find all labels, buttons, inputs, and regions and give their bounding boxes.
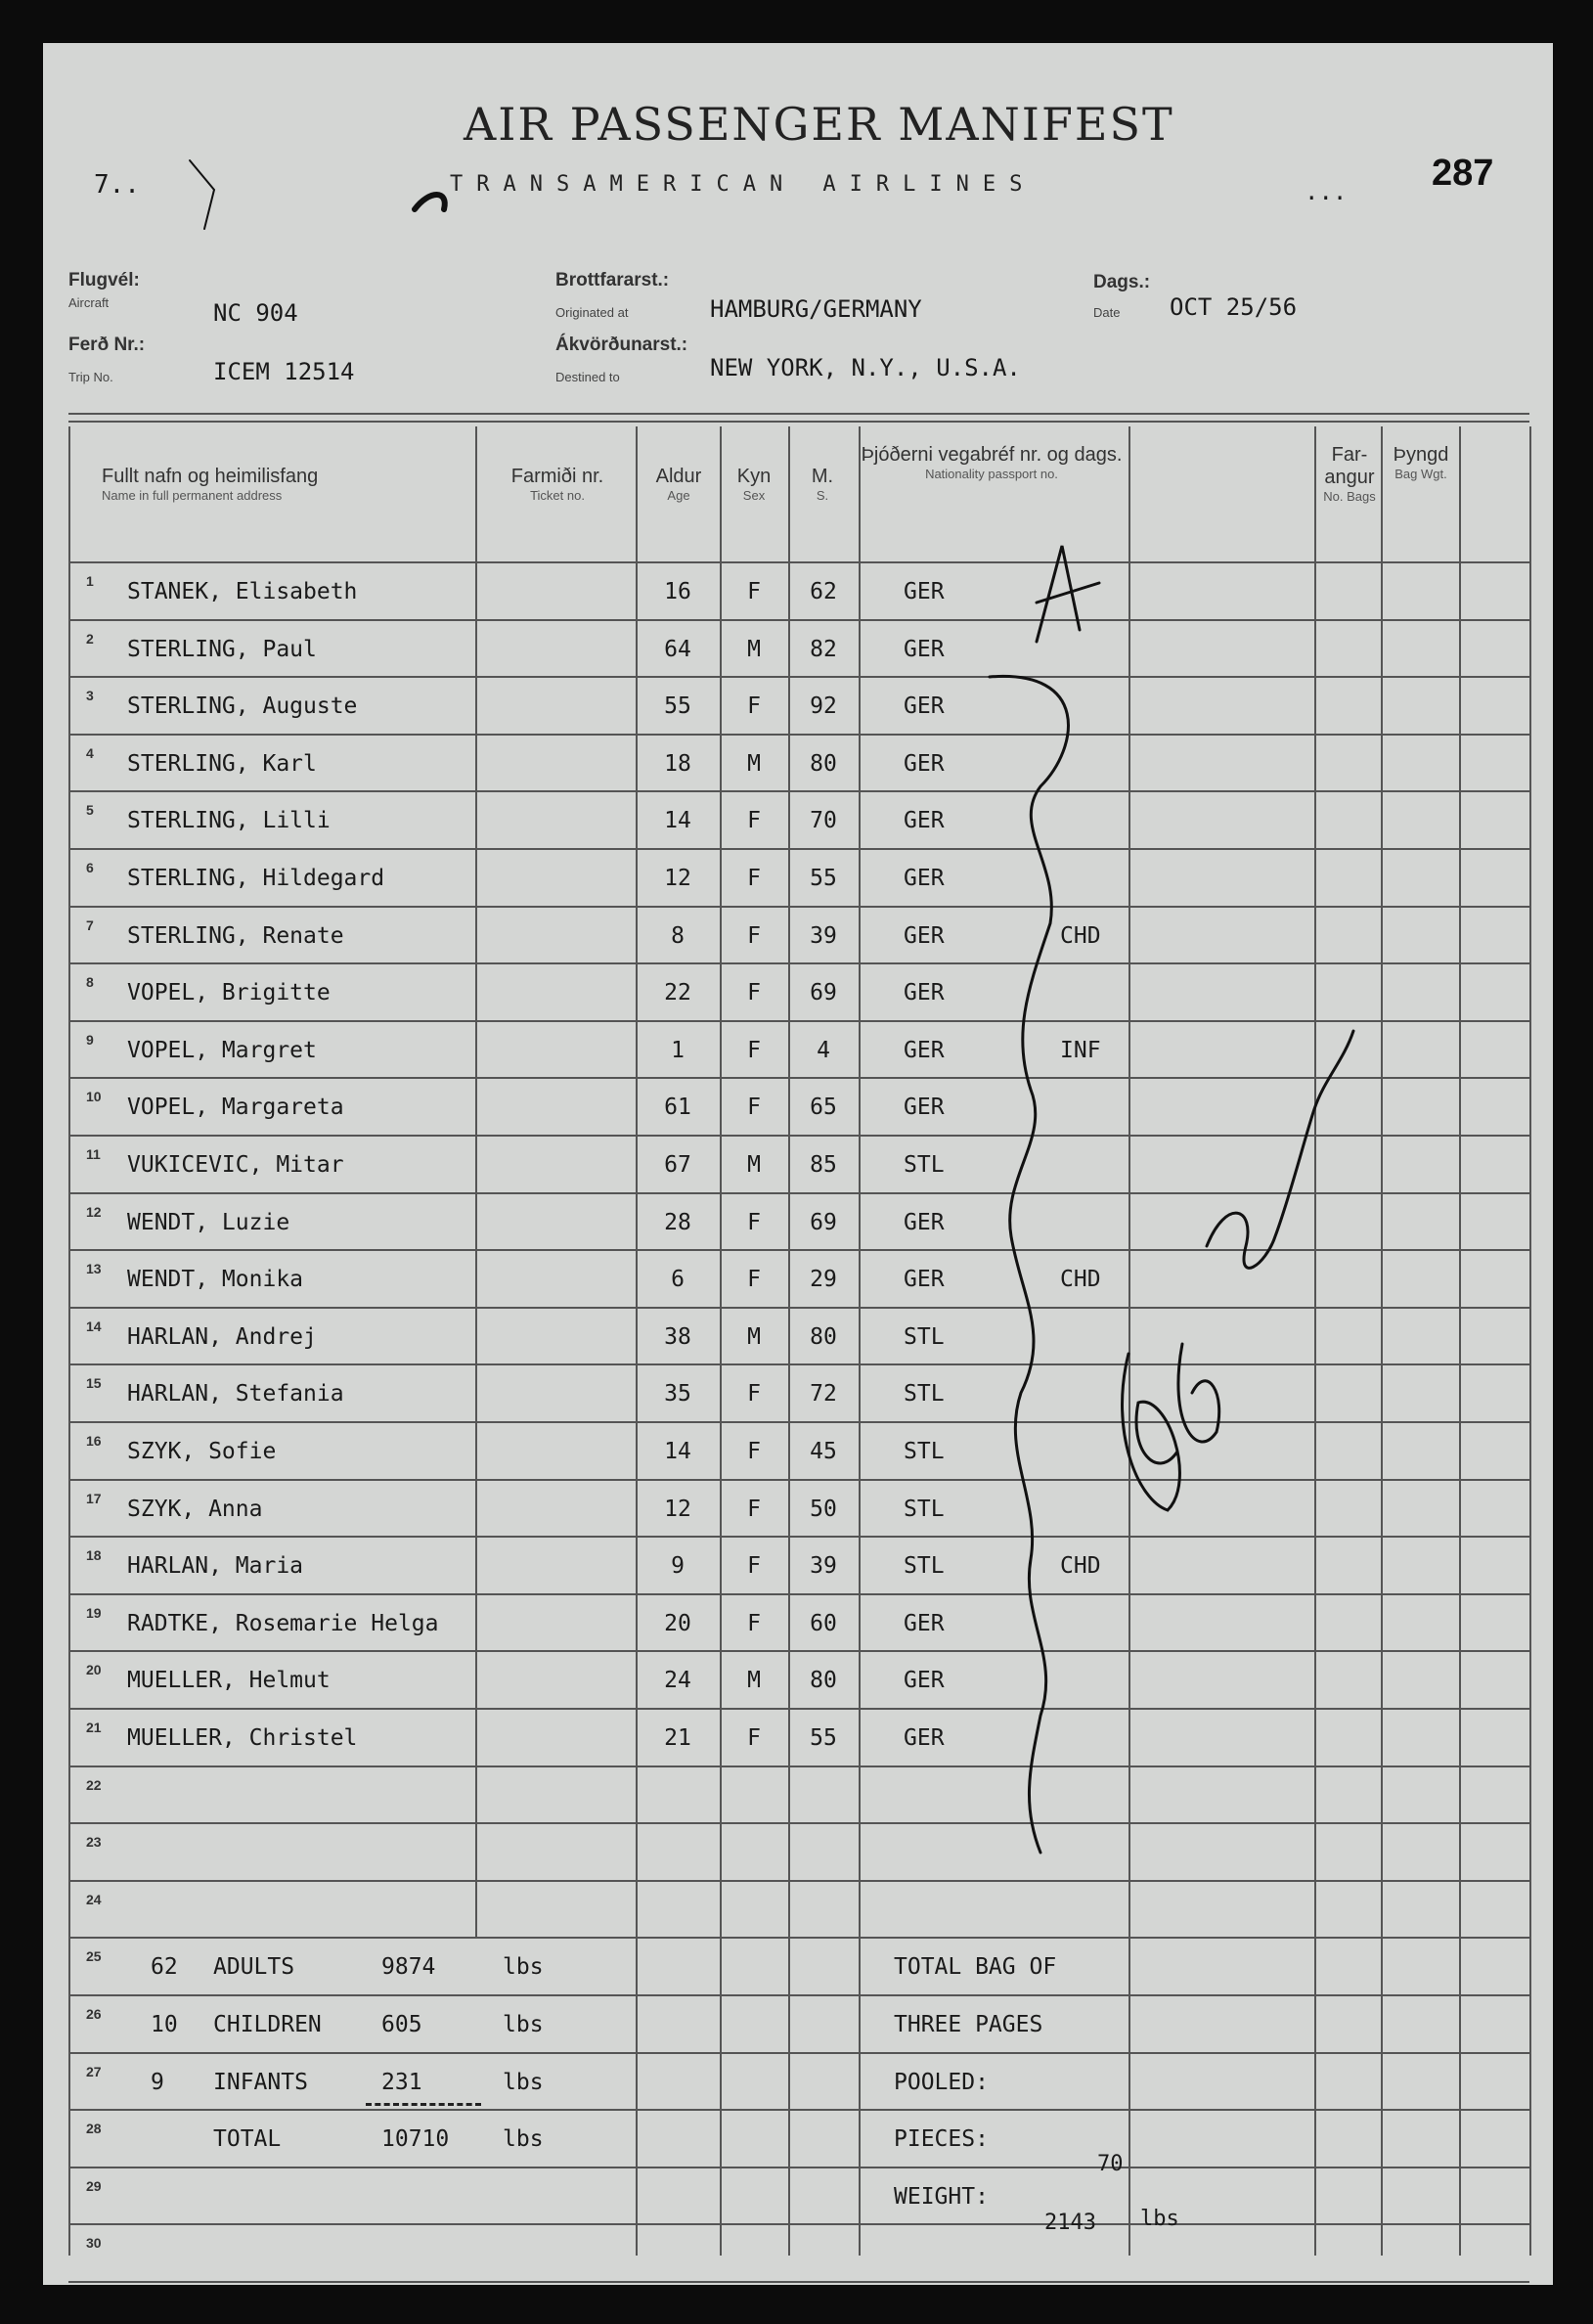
passenger-name: MUELLER, Helmut (127, 1668, 331, 1693)
summary-weight: 10710 (381, 2126, 450, 2152)
passenger-sex: F (747, 1553, 761, 1579)
row-number: 4 (86, 745, 94, 761)
passenger-nationality: GER (904, 980, 945, 1006)
passenger-ms: 85 (810, 1152, 837, 1178)
passenger-name: VOPEL, Margareta (127, 1095, 344, 1120)
summary-unit: lbs (503, 2012, 544, 2037)
dots-mark: ... (1305, 178, 1348, 205)
passenger-sex: F (747, 693, 761, 719)
summary-weight: 9874 (381, 1954, 436, 1980)
row-number: 29 (86, 2178, 102, 2194)
summary-right-text: THREE PAGES (894, 2012, 1043, 2037)
summary-count: 9 (151, 2070, 164, 2095)
passenger-nationality: STL (904, 1553, 945, 1579)
passenger-nationality: GER (904, 1668, 945, 1693)
passenger-sex: F (747, 1439, 761, 1464)
aircraft-value: NC 904 (213, 299, 298, 327)
passenger-name: RADTKE, Rosemarie Helga (127, 1611, 439, 1636)
col-header-name: Fullt nafn og heimilisfang Name in full permanent address (102, 466, 319, 503)
passenger-name: HARLAN, Maria (127, 1553, 304, 1579)
row-number: 24 (86, 1892, 102, 1907)
col-header-weight: Þyngd Bag Wgt. (1393, 444, 1449, 481)
row-number: 8 (86, 974, 94, 990)
row-number: 19 (86, 1605, 102, 1621)
row-number: 3 (86, 688, 94, 703)
passenger-sex: M (747, 1668, 761, 1693)
row-number: 11 (86, 1146, 101, 1162)
summary-label: CHILDREN (213, 2012, 322, 2037)
handwritten-scrawl (1207, 1031, 1353, 1268)
passenger-ms: 92 (810, 693, 837, 719)
passenger-ms: 72 (810, 1381, 837, 1407)
handwritten-a-mark (1037, 546, 1099, 642)
passenger-name: STERLING, Karl (127, 751, 317, 777)
passenger-nationality: GER (904, 751, 945, 777)
passenger-ms: 80 (810, 1324, 837, 1350)
passenger-ms: 50 (810, 1497, 837, 1522)
passenger-nationality: GER (904, 579, 945, 604)
passenger-age: 18 (664, 751, 691, 777)
summary-right-text: POOLED: (894, 2070, 989, 2095)
passenger-sex: M (747, 637, 761, 662)
passenger-nationality: GER (904, 1038, 945, 1063)
origin-value: HAMBURG/GERMANY (710, 295, 922, 323)
dest-value: NEW YORK, N.Y., U.S.A. (710, 354, 1021, 381)
passenger-name: STERLING, Auguste (127, 693, 358, 719)
passenger-name: VOPEL, Margret (127, 1038, 317, 1063)
passenger-ms: 39 (810, 923, 837, 949)
aircraft-label: Flugvél: (68, 270, 140, 290)
weight-value: 2143 (1044, 2211, 1096, 2235)
passenger-note: CHD (1060, 1553, 1101, 1579)
dest-label-en: Destined to (555, 370, 620, 384)
manifest-title: AIR PASSENGER MANIFEST (464, 98, 1174, 151)
row-number: 5 (86, 802, 94, 818)
passenger-age: 16 (664, 579, 691, 604)
passenger-name: VOPEL, Brigitte (127, 980, 331, 1006)
date-label-en: Date (1093, 305, 1121, 320)
passenger-nationality: GER (904, 808, 945, 833)
passenger-name: STANEK, Elisabeth (127, 579, 358, 604)
passenger-sex: M (747, 1324, 761, 1350)
passenger-sex: F (747, 866, 761, 891)
row-number: 23 (86, 1834, 102, 1850)
summary-count: 62 (151, 1954, 178, 1980)
passenger-age: 55 (664, 693, 691, 719)
passenger-ms: 70 (810, 808, 837, 833)
col-header-ticket: Farmiði nr. Ticket no. (510, 466, 604, 503)
passenger-nationality: GER (904, 1095, 945, 1120)
passenger-nationality: STL (904, 1439, 945, 1464)
trip-label-en: Trip No. (68, 370, 113, 384)
passenger-age: 35 (664, 1381, 691, 1407)
summary-weight: 231 (381, 2070, 422, 2095)
ink-smudge (415, 195, 445, 209)
passenger-note: CHD (1060, 923, 1101, 949)
summary-right-text: TOTAL BAG OF (894, 1954, 1057, 1980)
summary-unit: lbs (503, 1954, 544, 1980)
passenger-ms: 45 (810, 1439, 837, 1464)
passenger-sex: F (747, 1725, 761, 1751)
passenger-age: 22 (664, 980, 691, 1006)
col-header-ms: M. S. (811, 466, 834, 503)
corner-mark: 7.. (94, 170, 140, 200)
row-number: 7 (86, 917, 94, 933)
passenger-ms: 4 (817, 1038, 830, 1063)
origin-label-en: Originated at (555, 305, 629, 320)
passenger-nationality: STL (904, 1324, 945, 1350)
passenger-ms: 39 (810, 1553, 837, 1579)
summary-label: ADULTS (213, 1954, 295, 1980)
passenger-age: 38 (664, 1324, 691, 1350)
passenger-age: 12 (664, 866, 691, 891)
passenger-age: 67 (664, 1152, 691, 1178)
row-number: 25 (86, 1948, 102, 1964)
summary-count: 10 (151, 2012, 178, 2037)
row-number: 18 (86, 1547, 102, 1563)
passenger-age: 1 (671, 1038, 685, 1063)
passenger-age: 6 (671, 1267, 685, 1292)
summary-right-text: PIECES: (894, 2126, 989, 2152)
weight-unit: lbs (1140, 2207, 1179, 2231)
row-number: 10 (86, 1089, 102, 1104)
date-value: OCT 25/56 (1170, 293, 1298, 321)
passenger-sex: F (747, 923, 761, 949)
passenger-nationality: STL (904, 1152, 945, 1178)
passenger-name: STERLING, Paul (127, 637, 317, 662)
passenger-sex: F (747, 980, 761, 1006)
passenger-note: INF (1060, 1038, 1101, 1063)
row-number: 17 (86, 1491, 102, 1506)
col-header-passport: Þjóðerni vegabréf nr. og dags. Nationality passport no. (861, 444, 1123, 481)
trip-label: Ferð Nr.: (68, 335, 146, 355)
row-number: 12 (86, 1204, 102, 1220)
passenger-sex: M (747, 751, 761, 777)
row-number: 26 (86, 2006, 102, 2022)
passenger-sex: F (747, 1095, 761, 1120)
ink-mark (190, 160, 214, 229)
passenger-nationality: GER (904, 866, 945, 891)
passenger-note: CHD (1060, 1267, 1101, 1292)
summary-weight: 605 (381, 2012, 422, 2037)
passenger-nationality: GER (904, 923, 945, 949)
summary-unit: lbs (503, 2070, 544, 2095)
passenger-sex: F (747, 1381, 761, 1407)
row-number: 22 (86, 1777, 102, 1793)
passenger-name: HARLAN, Andrej (127, 1324, 317, 1350)
passenger-name: STERLING, Lilli (127, 808, 331, 833)
passenger-ms: 55 (810, 1725, 837, 1751)
passenger-name: SZYK, Sofie (127, 1439, 277, 1464)
row-number: 30 (86, 2235, 102, 2251)
date-label: Dags.: (1093, 272, 1151, 292)
aircraft-label-en: Aircraft (68, 295, 110, 310)
page-number: 287 (1432, 153, 1494, 194)
passenger-nationality: GER (904, 1611, 945, 1636)
passenger-nationality: STL (904, 1381, 945, 1407)
summary-label: INFANTS (213, 2070, 308, 2095)
passenger-ms: 69 (810, 1210, 837, 1235)
passenger-name: MUELLER, Christel (127, 1725, 358, 1751)
passenger-ms: 65 (810, 1095, 837, 1120)
passenger-name: WENDT, Monika (127, 1267, 304, 1292)
summary-right-text: WEIGHT: (894, 2184, 989, 2210)
passenger-sex: F (747, 579, 761, 604)
row-number: 2 (86, 631, 94, 647)
passenger-ms: 60 (810, 1611, 837, 1636)
trip-value: ICEM 12514 (213, 358, 355, 385)
passenger-age: 20 (664, 1611, 691, 1636)
handwritten-wave-line (990, 676, 1068, 1853)
passenger-age: 61 (664, 1095, 691, 1120)
passenger-name: STERLING, Renate (127, 923, 344, 949)
pieces-value: 70 (1097, 2152, 1124, 2176)
passenger-sex: F (747, 1038, 761, 1063)
summary-unit: lbs (503, 2126, 544, 2152)
passenger-sex: F (747, 1210, 761, 1235)
row-number: 15 (86, 1375, 102, 1391)
passenger-nationality: GER (904, 693, 945, 719)
passenger-sex: F (747, 1611, 761, 1636)
col-header-bags: Far-angur No. Bags (1323, 444, 1376, 504)
col-header-sex: Kyn Sex (736, 466, 772, 503)
row-number: 14 (86, 1318, 102, 1334)
row-number: 21 (86, 1720, 102, 1735)
origin-label: Brottfararst.: (555, 270, 670, 290)
passenger-age: 21 (664, 1725, 691, 1751)
passenger-ms: 69 (810, 980, 837, 1006)
passenger-ms: 62 (810, 579, 837, 604)
manifest-sheet (43, 43, 1553, 2285)
passenger-name: STERLING, Hildegard (127, 866, 385, 891)
passenger-age: 8 (671, 923, 685, 949)
passenger-sex: F (747, 1267, 761, 1292)
passenger-sex: F (747, 1497, 761, 1522)
passenger-name: SZYK, Anna (127, 1497, 263, 1522)
passenger-sex: M (747, 1152, 761, 1178)
passenger-name: WENDT, Luzie (127, 1210, 290, 1235)
passenger-age: 9 (671, 1553, 685, 1579)
dest-label: Ákvörðunarst.: (555, 335, 688, 355)
passenger-age: 14 (664, 1439, 691, 1464)
passenger-age: 12 (664, 1497, 691, 1522)
passenger-name: VUKICEVIC, Mitar (127, 1152, 344, 1178)
passenger-name: HARLAN, Stefania (127, 1381, 344, 1407)
passenger-age: 28 (664, 1210, 691, 1235)
passenger-age: 14 (664, 808, 691, 833)
handwritten-initials (1123, 1344, 1219, 1510)
row-number: 27 (86, 2064, 102, 2079)
passenger-ms: 82 (810, 637, 837, 662)
col-header-age: Aldur Age (655, 466, 702, 503)
row-number: 9 (86, 1032, 94, 1048)
row-number: 28 (86, 2121, 102, 2136)
passenger-ms: 80 (810, 1668, 837, 1693)
passenger-ms: 29 (810, 1267, 837, 1292)
passenger-nationality: STL (904, 1497, 945, 1522)
passenger-nationality: GER (904, 1267, 945, 1292)
passenger-nationality: GER (904, 1210, 945, 1235)
row-number: 20 (86, 1662, 102, 1677)
passenger-ms: 80 (810, 751, 837, 777)
row-number: 6 (86, 860, 94, 875)
passenger-age: 24 (664, 1668, 691, 1693)
passenger-sex: F (747, 808, 761, 833)
passenger-nationality: GER (904, 1725, 945, 1751)
summary-label: TOTAL (213, 2126, 282, 2152)
handwriting-overlay (43, 43, 1553, 2285)
passenger-age: 64 (664, 637, 691, 662)
row-number: 13 (86, 1261, 102, 1276)
row-number: 1 (86, 573, 94, 589)
airline-name: TRANSAMERICAN AIRLINES (450, 172, 1037, 197)
passenger-ms: 55 (810, 866, 837, 891)
row-number: 16 (86, 1433, 102, 1449)
passenger-nationality: GER (904, 637, 945, 662)
